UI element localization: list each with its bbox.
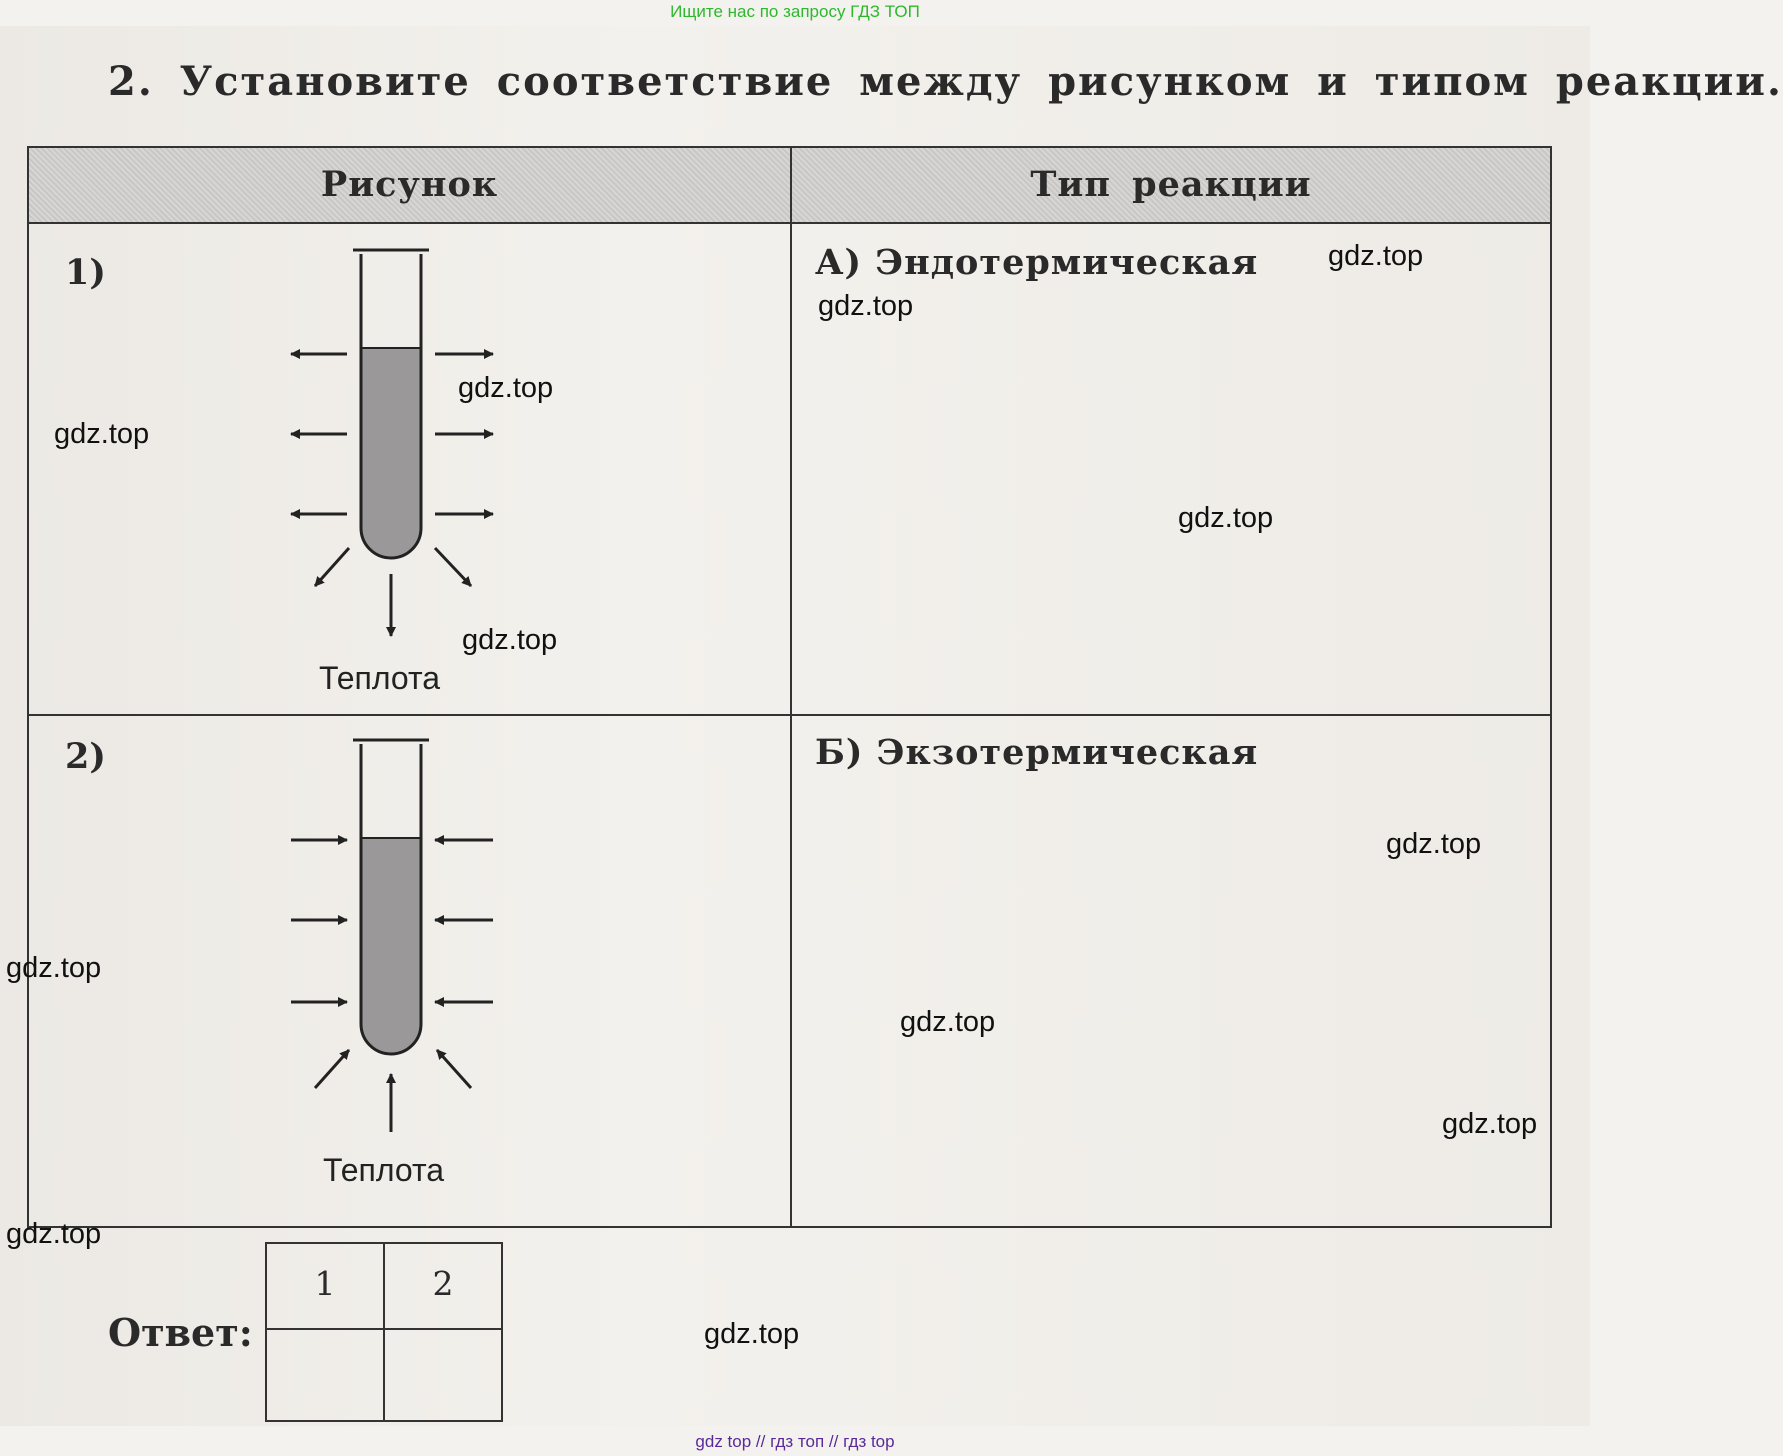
answer-label: Ответ: — [108, 1310, 253, 1355]
watermark: gdz.top — [818, 290, 914, 322]
watermark: gdz.top — [900, 1006, 996, 1038]
watermark: gdz.top — [1178, 502, 1274, 534]
row-number-2: 2) — [65, 736, 106, 777]
column-divider — [790, 148, 792, 1226]
row-number-1: 1) — [65, 252, 106, 293]
watermark: gdz.top — [54, 418, 150, 450]
watermark: gdz.top — [1442, 1108, 1538, 1140]
answer-cell-1[interactable] — [267, 1330, 383, 1420]
test-tube-endothermic-figure — [279, 244, 519, 684]
watermark: gdz.top — [458, 372, 554, 404]
test-tube-heat-in-icon — [279, 734, 519, 1164]
top-banner[interactable]: Ищите нас по запросу ГДЗ ТОП — [670, 2, 920, 21]
test-tube-exothermic-figure — [279, 734, 519, 1164]
watermark: gdz.top — [704, 1318, 800, 1350]
reaction-type-a: А) Эндотермическая — [815, 242, 1259, 283]
matching-table — [27, 146, 1552, 1228]
header-reaction-type: Тип реакции — [1030, 164, 1312, 205]
answer-grid — [265, 1242, 503, 1422]
watermark: gdz.top — [6, 952, 102, 984]
heat-label-1: Теплота — [319, 660, 441, 696]
row-divider — [29, 714, 1550, 716]
watermark: gdz.top — [1328, 240, 1424, 272]
bottom-banner[interactable]: gdz top // гдз топ // гдз top — [695, 1432, 895, 1451]
answer-column-1: 1 — [314, 1264, 336, 1303]
heat-label-2: Теплота — [323, 1152, 445, 1188]
watermark: gdz.top — [1386, 828, 1482, 860]
watermark: gdz.top — [6, 1218, 102, 1250]
reaction-type-b: Б) Экзотермическая — [815, 732, 1259, 773]
task-title: 2. Установите соответствие между рисунком и типом реакции. — [108, 58, 1783, 105]
answer-column-2: 2 — [432, 1264, 454, 1303]
test-tube-heat-out-icon — [279, 244, 519, 684]
header-figure: Рисунок — [320, 164, 499, 205]
watermark: gdz.top — [462, 624, 558, 656]
answer-cell-2[interactable] — [385, 1330, 501, 1420]
